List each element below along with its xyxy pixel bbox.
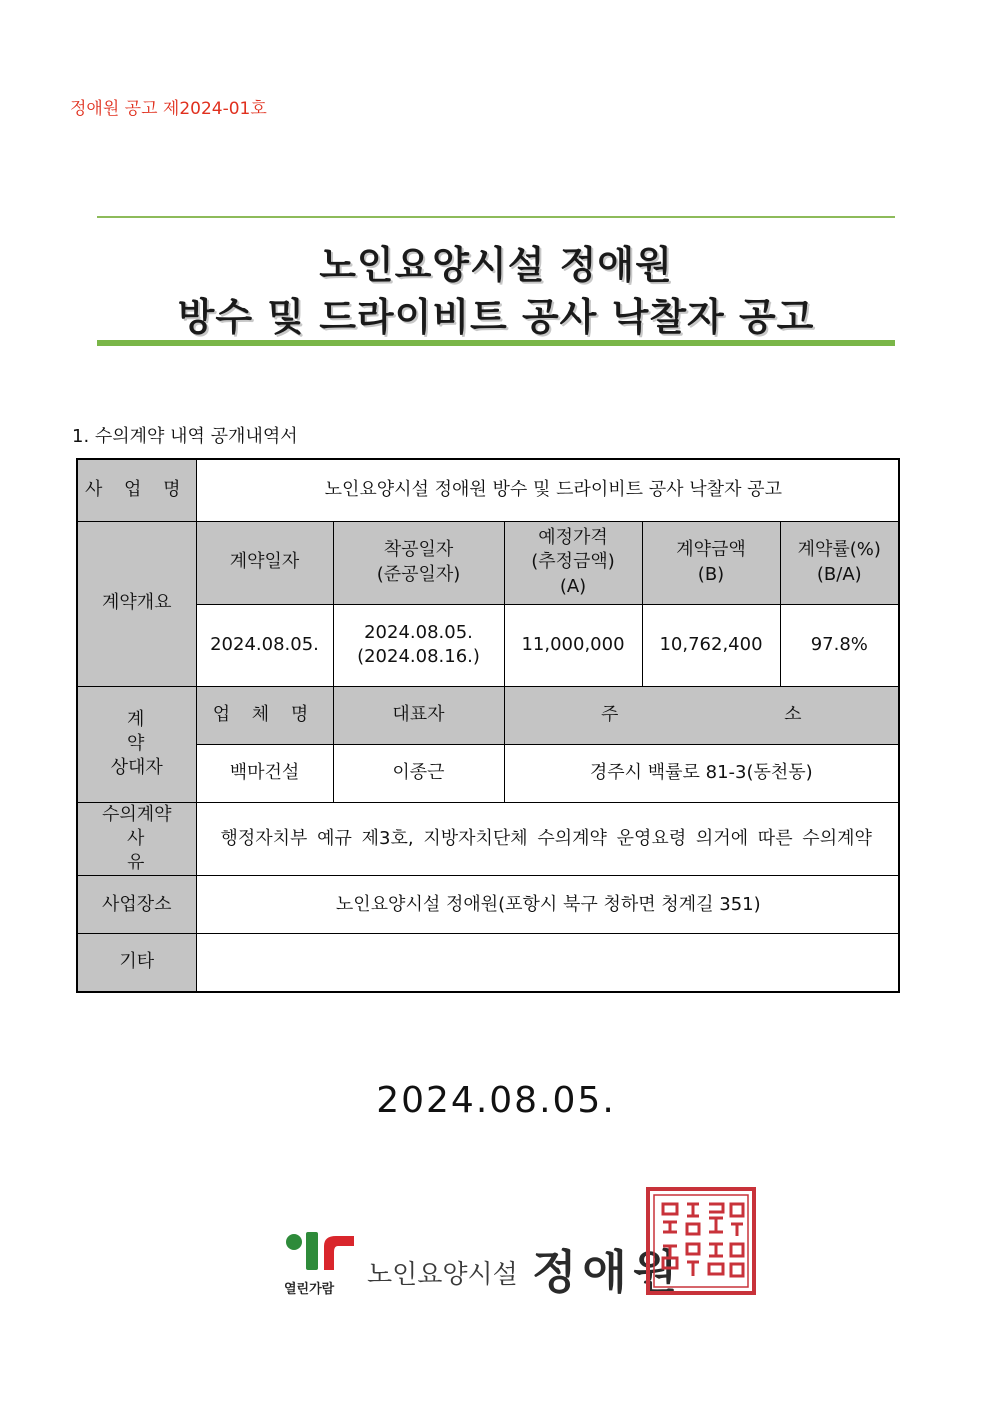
organization-prefix: 노인요양시설 <box>367 1260 518 1290</box>
reason-value: 행정자치부 예규 제3호, 지방자치단체 수의계약 운영요령 의거에 따른 수의계약 <box>196 802 899 876</box>
estimated-price-value: 11,000,000 <box>504 604 642 686</box>
estimated-price-header-line-1: 예정가격 <box>538 527 608 549</box>
representative-value: 이종근 <box>333 744 504 802</box>
estimated-price-header <box>504 521 642 604</box>
overview-value-row <box>77 604 899 686</box>
address-value: 경주시 백률로 81-3(동천동) <box>504 744 899 802</box>
official-seal-icon <box>645 1186 757 1296</box>
page-title-line-2: 방수 및 드라이비트 공사 낙찰자 공고 <box>177 295 815 339</box>
title-bottom-rule <box>97 340 895 346</box>
company-header: 업 체 명 <box>196 686 333 744</box>
start-date: 2024.08.05. <box>364 621 473 643</box>
notice-date: 2024.08.05. <box>376 1080 616 1121</box>
start-date-header <box>333 521 504 604</box>
location-row <box>77 876 899 934</box>
reason-label-line-2: 사 유 <box>127 827 173 874</box>
notice-number: 정애원 공고 제2024-01호 <box>70 99 267 119</box>
counterparty-header-row <box>77 686 899 744</box>
overview-label: 계약개요 <box>77 521 196 686</box>
organization-name: 정애원 <box>532 1245 684 1299</box>
contract-rate-value: 97.8% <box>780 604 899 686</box>
representative-header: 대표자 <box>333 686 504 744</box>
other-label: 기타 <box>77 934 196 992</box>
counterparty-label <box>77 686 196 802</box>
contract-rate-header <box>780 521 899 604</box>
counterparty-label-line-1: 계 약 <box>127 708 173 754</box>
project-name-value: 노인요양시설 정애원 방수 및 드라이비트 공사 낙찰자 공고 <box>196 459 899 521</box>
start-date-value <box>333 604 504 686</box>
location-value: 노인요양시설 정애원(포항시 북구 청하면 청계길 351) <box>196 876 899 934</box>
contract-amount-header-line-2: (B) <box>697 563 725 585</box>
contract-amount-header-line-1: 계약금액 <box>676 539 746 561</box>
contract-amount-header <box>642 521 780 604</box>
reason-label-line-1: 수의계약 <box>101 803 172 825</box>
start-date-header-line-1: 착공일자 <box>383 539 454 561</box>
other-value <box>196 934 899 992</box>
organization-logo-icon <box>284 1228 356 1272</box>
estimated-price-header-line-2: (추정금액) <box>531 551 615 573</box>
section-heading: 1. 수의계약 내역 공개내역서 <box>72 426 298 447</box>
contract-rate-header-line-2: (B/A) <box>816 563 862 585</box>
company-value: 백마건설 <box>196 744 333 802</box>
project-name-row <box>77 459 899 521</box>
contract-amount-value: 10,762,400 <box>642 604 780 686</box>
contract-date-value: 2024.08.05. <box>196 604 333 686</box>
estimated-price-header-line-3: (A) <box>559 575 587 597</box>
counterparty-value-row <box>77 744 899 802</box>
other-row <box>77 934 899 992</box>
logo-caption: 열린가람 <box>284 1282 335 1297</box>
reason-label <box>77 802 196 876</box>
reason-row <box>77 802 899 876</box>
contract-disclosure-table <box>76 458 900 993</box>
page-title-line-1: 노인요양시설 정애원 <box>319 243 673 287</box>
location-label: 사업장소 <box>77 876 196 934</box>
completion-date: (2024.08.16.) <box>357 646 480 667</box>
project-name-label: 사 업 명 <box>77 459 196 521</box>
start-date-header-line-2: (준공일자) <box>376 563 461 585</box>
overview-header-row <box>77 521 899 604</box>
address-header: 주 소 <box>504 686 899 744</box>
contract-date-header: 계약일자 <box>196 521 333 604</box>
contract-rate-header-line-1: 계약률(%) <box>797 539 881 561</box>
title-top-rule <box>97 216 895 218</box>
counterparty-label-line-2: 상대자 <box>110 757 163 779</box>
